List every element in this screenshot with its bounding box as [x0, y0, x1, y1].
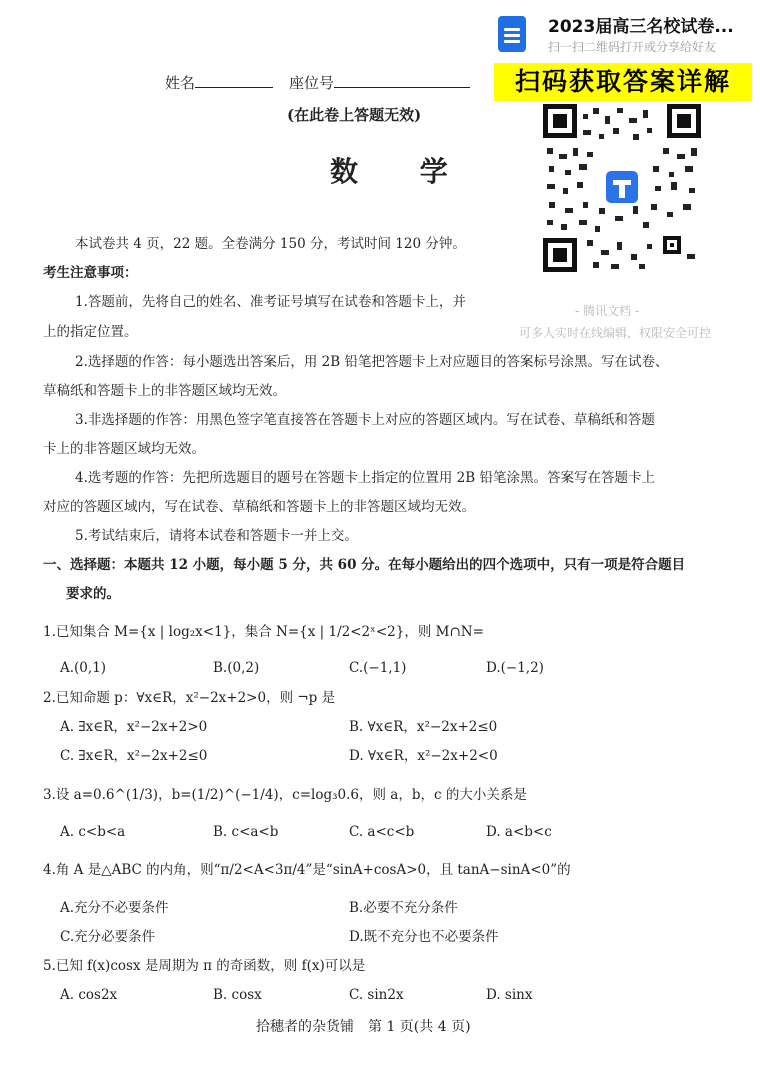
question-2-option-c: C. ∃x∈R，x²−2x+2≤0	[60, 748, 208, 764]
qr-finder-top-right	[667, 104, 701, 138]
question-1-stem: 1.已知集合 M={x | log₂x<1}，集合 N={x | 1/2<2ˣ<2}，则 M∩N=	[43, 624, 484, 640]
question-2-option-d: D. ∀x∈R，x²−2x+2<0	[349, 748, 498, 764]
question-5-stem: 5.已知 f(x)cosx 是周期为 π 的奇函数，则 f(x)可以是	[43, 958, 366, 974]
section-1-heading: 一、选择题：本题共 12 小题，每小题 5 分，共 60 分。在每小题给出的四个选项中，只有一项是符合题目	[43, 557, 686, 573]
candidate-info	[165, 72, 470, 93]
note-2-cont: 草稿纸和答题卡上的非答题区域均无效。	[43, 383, 286, 399]
question-4-option-d: D.既不充分也不必要条件	[349, 929, 499, 945]
question-3-stem: 3.设 a=0.6^(1/3)，b=(1/2)^(−1/4)，c=log₃0.6，则 a，b，c 的大小关系是	[43, 787, 527, 803]
note-5: 5.考试结束后，请将本试卷和答题卡一并上交。	[75, 528, 358, 544]
qr-code[interactable]	[543, 104, 701, 272]
qr-finder-top-left	[543, 104, 577, 138]
question-5-option-b: B. cosx	[213, 987, 262, 1003]
note-1: 1.答题前，先将自己的姓名、准考证号填写在试卷和答题卡上，并	[75, 294, 466, 310]
qr-alignment	[663, 236, 681, 254]
note-3: 3.非选择题的作答：用黑色签字笔直接答在答题卡上对应的答题区域内。写在试卷、草稿纸和答题	[75, 412, 655, 428]
note-4-cont: 对应的答题区域内，写在试卷、草稿纸和答题卡上的非答题区域均无效。	[43, 499, 475, 515]
question-4-option-c: C.充分必要条件	[60, 929, 156, 945]
note-1-cont: 上的指定位置。	[43, 324, 138, 340]
subject-title: 数 学	[330, 155, 474, 188]
document-icon	[498, 16, 526, 52]
note-4: 4.选考题的作答：先把所选题目的题号在答题卡上指定的位置用 2B 铅笔涂黑。答案写在答题卡上	[75, 470, 655, 486]
question-1-option-a: A.(0,1)	[60, 660, 107, 676]
question-4-stem: 4.角 A 是△ABC 的内角，则“π/2<A<3π/4”是“sinA+cosA>0，且 tanA−sinA<0”的	[43, 862, 571, 878]
question-3-option-c: C. a<c<b	[349, 824, 415, 840]
question-2-option-b: B. ∀x∈R，x²−2x+2≤0	[349, 719, 498, 735]
qr-logo-icon	[603, 168, 641, 206]
question-1-option-d: D.(−1,2)	[486, 660, 544, 676]
note-3-cont: 卡上的非答题区域均无效。	[43, 441, 205, 457]
question-5-option-d: D. sinx	[486, 987, 533, 1003]
question-3-option-b: B. c<a<b	[213, 824, 279, 840]
notes-title: 考生注意事项：	[43, 265, 138, 281]
seat-label: 座位号	[289, 74, 335, 92]
question-3-option-d: D. a<b<c	[486, 824, 552, 840]
banner-subtitle: 扫一扫二维码打开或分享给好友	[548, 40, 717, 54]
qr-finder-bottom-left	[543, 238, 577, 272]
question-5-option-c: C. sin2x	[349, 987, 404, 1003]
invalid-note: (在此卷上答题无效)	[287, 106, 422, 124]
promo-banner[interactable]: 扫码获取答案详解	[494, 63, 752, 101]
watermark-line-2: 可多人实时在线编辑，权限安全可控	[519, 326, 712, 340]
seat-blank	[334, 73, 470, 88]
banner-title[interactable]: 2023届高三名校试卷...	[548, 17, 734, 37]
section-1-heading-cont: 要求的。	[66, 586, 120, 602]
question-4-option-a: A.充分不必要条件	[60, 900, 169, 916]
name-label: 姓名	[165, 74, 196, 92]
note-2: 2.选择题的作答：每小题选出答案后，用 2B 铅笔把答题卡上对应题目的答案标号涂黑。写在试卷、	[75, 354, 669, 370]
page-footer: 拾穗者的杂货铺 第 1 页(共 4 页)	[256, 1019, 471, 1035]
question-5-option-a: A. cos2x	[60, 987, 118, 1003]
exam-summary: 本试卷共 4 页，22 题。全卷满分 150 分，考试时间 120 分钟。	[75, 236, 466, 252]
question-1-option-b: B.(0,2)	[213, 660, 260, 676]
question-2-stem: 2.已知命题 p：∀x∈R，x²−2x+2>0，则 ¬p 是	[43, 690, 336, 706]
question-3-option-a: A. c<b<a	[60, 824, 126, 840]
question-1-option-c: C.(−1,1)	[349, 660, 407, 676]
watermark-line-1: - 腾讯文档 -	[575, 304, 640, 318]
name-blank	[195, 73, 273, 88]
question-2-option-a: A. ∃x∈R，x²−2x+2>0	[60, 719, 208, 735]
question-4-option-b: B.必要不充分条件	[349, 900, 458, 916]
